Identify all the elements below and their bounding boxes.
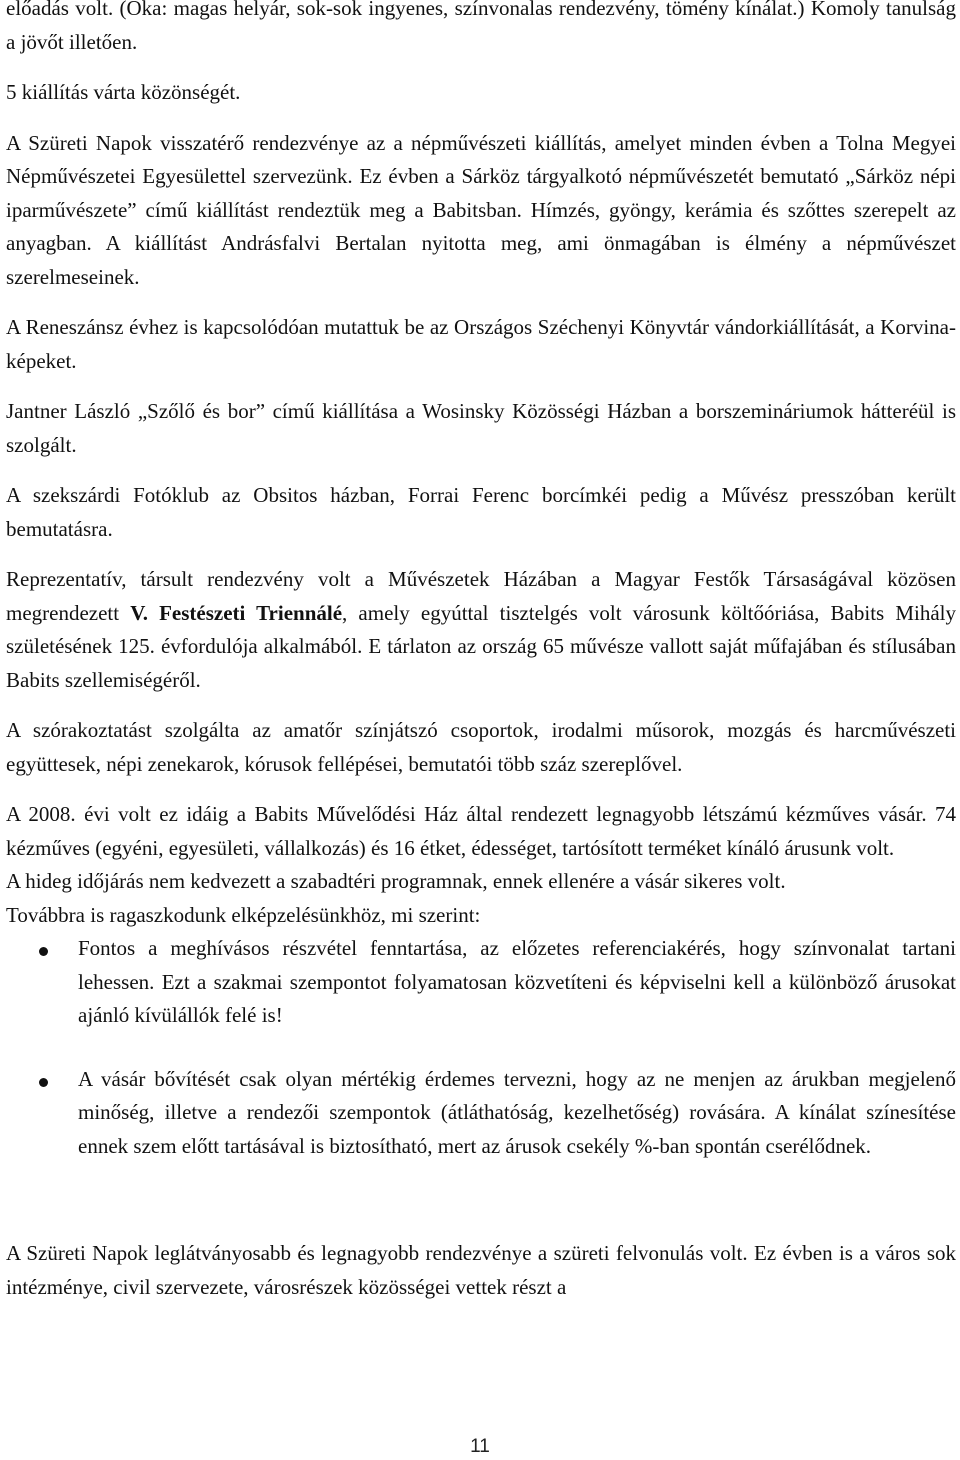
paragraph-folk-art-exhibition: A Szüreti Napok visszatérő rendezvénye az a népművészeti kiállítás, amelyet minden évben a Tolna Megyei Népművészetei Egyesülettel szervezünk. Ez évben a Sárköz tárgyalkotó népművészetét bemutató „Sárköz népi iparművészete” című kiállítást rendeztük meg a Babitsban. Hímzés, gyöngy, kerámia és szőttes szerepelt az anyagban. A kiállítást Andrásfalvi Bertalan nyitotta meg, ami önmagában is élmény a népművészet szerelmeseinek.: [6, 130, 956, 289]
bullet-item: [6, 932, 956, 1033]
bullet-text: Fontos a meghívásos részvétel fenntartása, az előzetes referenciakérés, hogy színvonalat tartani lehessen. Ezt a szakmai szempontot folyamatosan közvetíteni és képviselni kell a különböző árusokat ajánló kívülállók felé is!: [78, 936, 956, 1027]
paragraph-triennial-text-before: Reprezentatív, társult rendezvény volt a Művészetek Házában a Magyar Festők Társaságával közösen megrendezett: [6, 567, 956, 625]
paragraph-photo-club: A szekszárdi Fotóklub az Obsitos házban, Forrai Ferenc borcímkéi pedig a Művész presszóban került bemutatásra.: [6, 483, 956, 541]
document-page: [6, 0, 956, 1304]
paragraph-exhibitions-count: 5 kiállítás várta közönségét.: [6, 80, 241, 104]
paragraph-harvest-parade: A Szüreti Napok leglátványosabb és legnagyobb rendezvénye a szüreti felvonulás volt. Ez évben is a város sok intézménye, civil szervezete, városrészek közösségei vettek részt a: [6, 1241, 956, 1299]
paragraph-weather: A hideg időjárás nem kedvezett a szabadtéri programnak, ennek ellenére a vásár sikeres volt.: [6, 869, 786, 893]
paragraph-triennial: [6, 563, 956, 697]
page-number: 11: [470, 1436, 490, 1457]
bullet-list: [6, 932, 956, 1163]
spacer: [6, 1193, 956, 1237]
bullet-dot-icon: [39, 947, 48, 956]
paragraph-intro: előadás volt. (Oka: magas helyár, sok-sok ingyenes, színvonalas rendezvény, tömény kínálat.) Komoly tanulság a jövőt illetően.: [6, 0, 956, 54]
paragraph-entertainment: A szórakoztatást szolgálta az amatőr színjátszó csoportok, irodalmi műsorok, mozgás és harcművészeti együttesek, népi zenekarok, kórusok fellépései, bemutatói több száz szereplővel.: [6, 718, 956, 776]
paragraph-triennial-text-after: , amely egyúttal tisztelgés volt városunk költőóriása, Babits Mihály születésének 125. évfordulója alkalmából. E tárlaton az ország 65 művésze vallott saját műfajában és stílusában Babits szellemiségéről.: [6, 600, 956, 692]
paragraph-continuing: Továbbra is ragaszkodunk elképzelésünkhöz, mi szerint:: [6, 902, 481, 927]
paragraph-triennial-bold: V. Festészeti Triennálé: [130, 600, 343, 625]
bullet-dot-icon: [39, 1078, 48, 1087]
bullet-text: A vásár bővítését csak olyan mértékig érdemes tervezni, hogy az ne menjen az árukban megjelenő minőség, illetve a rendezői szempontok (átláthatóság, kezelhetőség) rovására. A kínálat színesítése ennek szem előtt tartásával is biztosítható, mert az árusok csekély %-ban spontán cserélődnek.: [78, 1066, 956, 1158]
paragraph-renaissance: A Reneszánsz évhez is kapcsolódóan mutattuk be az Országos Széchenyi Könyvtár vándorkiállítását, a Korvina- képeket.: [6, 315, 956, 373]
paragraph-jantner: Jantner László „Szőlő és bor” című kiállítása a Wosinsky Közösségi Házban a borszemináriumok hátteréül is szolgált.: [6, 399, 956, 457]
paragraph-craft-fair: A 2008. évi volt ez idáig a Babits Művelődési Ház által rendezett legnagyobb létszámú kézműves vásár. 74 kézműves (egyéni, egyesületi, vállalkozás) és 16 étket, édességet, tartósított terméket kínáló árusunk volt.: [6, 802, 956, 860]
bullet-item: [6, 1063, 956, 1164]
